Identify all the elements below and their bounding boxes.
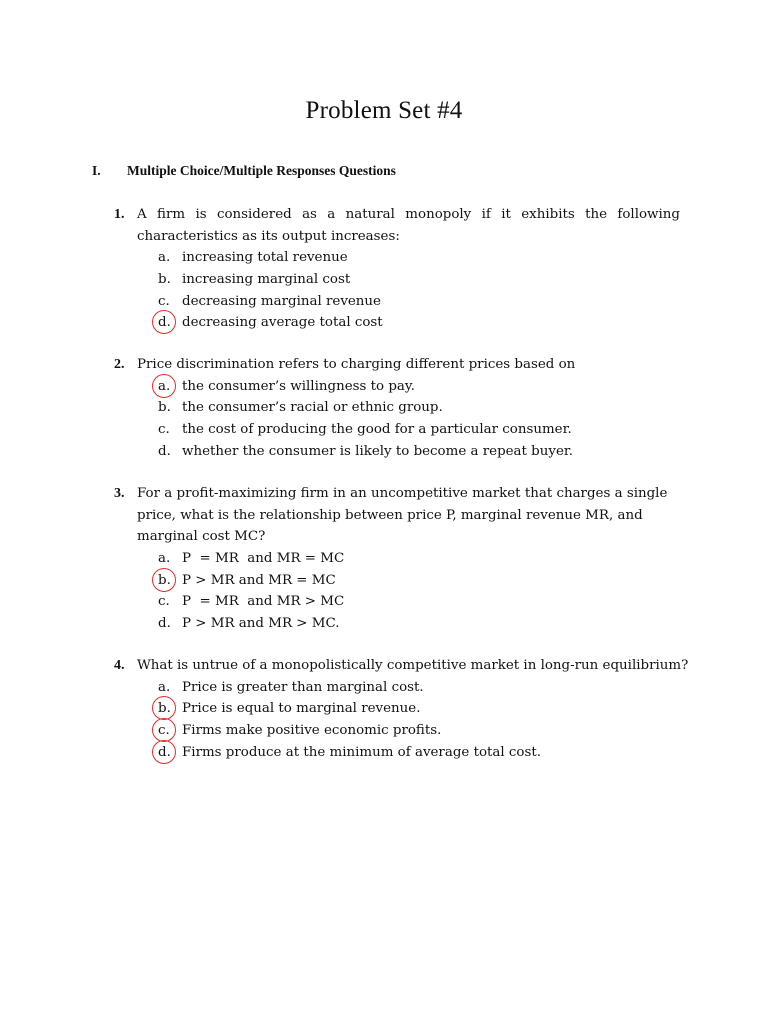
- option-text: P > MR and MR > MC.: [182, 616, 340, 632]
- stem-line: Price discrimination refers to charging different prices based on: [137, 357, 576, 372]
- option-text: increasing total revenue: [182, 250, 348, 266]
- option-letter: b.: [158, 572, 171, 588]
- section-heading: [92, 163, 396, 179]
- option-d[interactable]: [158, 312, 680, 334]
- option-letter: c.: [158, 422, 170, 438]
- stem-line: marginal cost MC?: [137, 529, 266, 545]
- option-letter: d.: [158, 616, 171, 632]
- option-d[interactable]: [158, 742, 680, 764]
- option-letter: b.: [158, 701, 171, 717]
- option-letter: a.: [158, 679, 171, 695]
- stem-line: What is untrue of a monopolistically competitive market in long-run equilibrium?: [137, 658, 689, 673]
- option-d[interactable]: [158, 613, 680, 635]
- option-letter: c.: [158, 594, 170, 610]
- question-2: [114, 354, 680, 462]
- option-text: decreasing average total cost: [182, 315, 383, 331]
- option-text: the consumer’s racial or ethnic group.: [182, 400, 443, 416]
- question-1: [114, 204, 680, 334]
- page-title: Problem Set #4: [305, 97, 463, 124]
- answer-options: [158, 548, 680, 635]
- option-a[interactable]: [158, 376, 680, 398]
- option-letter: a.: [158, 250, 171, 266]
- question-3: [114, 483, 680, 635]
- option-c[interactable]: [158, 291, 680, 313]
- option-text: P > MR and MR = MC: [182, 572, 336, 588]
- question-stem: [137, 483, 680, 548]
- option-letter: d.: [158, 744, 171, 760]
- option-text: the consumer’s willingness to pay.: [182, 378, 415, 394]
- answer-circle-mark: [152, 718, 176, 742]
- section-numeral: I.: [92, 163, 101, 178]
- question-stem: [137, 204, 680, 247]
- option-letter: c.: [158, 723, 170, 739]
- stem-line: characteristics as its output increases:: [137, 228, 400, 244]
- stem-line: For a profit-maximizing firm in an uncompetitive market that charges a single: [137, 486, 668, 501]
- option-letter: d.: [158, 443, 171, 459]
- option-text: Price is greater than marginal cost.: [182, 679, 424, 695]
- question-number: 4.: [114, 658, 125, 673]
- option-text: Firms produce at the minimum of average total cost.: [182, 744, 541, 760]
- option-letter: c.: [158, 293, 170, 309]
- question-number: 2.: [114, 357, 125, 372]
- question-stem: [137, 354, 680, 376]
- option-c[interactable]: [158, 591, 680, 613]
- option-letter: d.: [158, 315, 171, 331]
- answer-options: [158, 677, 680, 764]
- option-a[interactable]: [158, 677, 680, 699]
- answer-circle-mark: [152, 568, 176, 592]
- option-text: P = MR and MR = MC: [182, 551, 345, 567]
- option-a[interactable]: [158, 247, 680, 269]
- option-text: Firms make positive economic profits.: [182, 723, 442, 739]
- answer-options: [158, 376, 680, 463]
- option-text: increasing marginal cost: [182, 272, 351, 288]
- option-c[interactable]: [158, 419, 680, 441]
- option-b[interactable]: [158, 570, 680, 592]
- option-letter: b.: [158, 272, 171, 288]
- question-4: [114, 655, 689, 763]
- option-letter: b.: [158, 400, 171, 416]
- section-title: Multiple Choice/Multiple Responses Questions: [127, 163, 396, 178]
- option-b[interactable]: [158, 269, 680, 291]
- stem-line: A firm is considered as a natural monopoly if it exhibits the following: [137, 207, 680, 222]
- stem-line: price, what is the relationship between price P, marginal revenue MR, and: [137, 507, 643, 523]
- answer-circle-mark: [152, 374, 176, 398]
- option-c[interactable]: [158, 720, 680, 742]
- option-letter: a.: [158, 551, 171, 567]
- option-letter: a.: [158, 378, 171, 394]
- option-text: whether the consumer is likely to become a repeat buyer.: [182, 443, 574, 459]
- option-b[interactable]: [158, 397, 680, 419]
- option-text: Price is equal to marginal revenue.: [182, 701, 421, 717]
- option-d[interactable]: [158, 441, 680, 463]
- question-number: 3.: [114, 486, 125, 501]
- option-text: decreasing marginal revenue: [182, 293, 381, 309]
- option-b[interactable]: [158, 698, 680, 720]
- option-text: the cost of producing the good for a particular consumer.: [182, 422, 572, 438]
- answer-circle-mark: [152, 740, 176, 764]
- question-number: 1.: [114, 207, 125, 222]
- answer-options: [158, 247, 680, 334]
- option-a[interactable]: [158, 548, 680, 570]
- option-text: P = MR and MR > MC: [182, 594, 345, 610]
- question-stem: [137, 655, 689, 677]
